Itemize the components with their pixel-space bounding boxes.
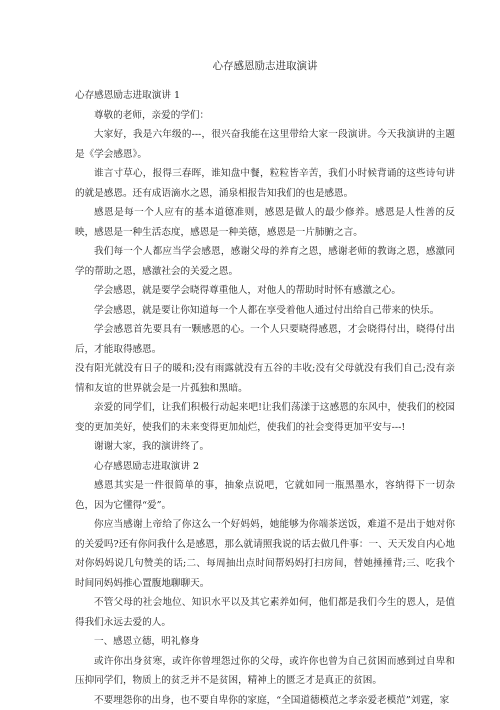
body-paragraph: 感恩是每一个人应有的基本道德准则，感恩是做人的最少修养。感恩是人性善的反映，感恩是一种生活态度，感恩是一种美德，感恩是一片肺腑之言。: [75, 203, 455, 242]
body-paragraph: 学会感恩首先要具有一颗感恩的心。一个人只要晓得感恩，才会晓得付出，晓得付出后，才能取得感恩。: [75, 320, 455, 359]
document-title: 心存感恩励志进取演讲: [75, 58, 455, 74]
body-paragraph: 尊敬的老师，亲爱的学们：: [75, 106, 455, 126]
body-paragraph: 亲爱的同学们，让我们积极行动起来吧!让我们荡漾于这感恩的东风中，使我们的校园变的更加美好，使我们的未来变得更加灿烂，使我们的社会变得更加平安与---!: [75, 398, 455, 437]
section-heading: 心存感恩励志进取演讲 1: [75, 86, 455, 106]
body-paragraph: 没有阳光就没有日子的暖和;没有雨露就没有五谷的丰收;没有父母就没有我们自己;没有亲情和友谊的世界就会是一片孤独和黑暗。: [75, 359, 455, 398]
body-paragraph: 学会感恩，就是要学会晓得尊重他人，对他人的帮助时时怀有感激之心。: [75, 281, 455, 301]
body-paragraph: 你应当感谢上帝给了你这么一个好妈妈，她能够为你端茶送饭，难道不是出于她对你的关爱吗?还有你问我什么是感恩，那么就请照我说的话去做几件事：一、天天发自内心地对你妈妈说几句赞美的话;二、每周抽出点时间帮妈妈打扫房间，替她捶捶背;三、吃我个时间同妈妈推心置腹地聊聊天。: [75, 515, 455, 593]
body-paragraph: 我们每一个人都应当学会感恩，感谢父母的养育之恩，感谢老师的教诲之恩，感激同学的帮助之恩，感激社会的关爱之恩。: [75, 242, 455, 281]
body-paragraph: 感恩其实是一件很简单的事，抽象点说吧，它就如同一瓶黑墨水，容纳得下一切杂色，因为它懂得“爱”。: [75, 476, 455, 515]
body-paragraph: 谢谢大家，我的演讲终了。: [75, 437, 455, 457]
body-paragraph: 学会感恩，就是要让你知道每一个人都在享受着他人通过付出给自己带来的快乐。: [75, 301, 455, 321]
body-paragraph: 不管父母的社会地位、知识水平以及其它素养如何，他们都是我们今生的恩人，是值得我们永远去爱的人。: [75, 593, 455, 632]
body-paragraph: 一、感恩立德，明礼修身: [75, 632, 455, 652]
body-paragraph: 大家好，我是六年级的---，很兴奋我能在这里带给大家一段演讲。今天我演讲的主题是《学会感恩》。: [75, 125, 455, 164]
section-heading: 心存感恩励志进取演讲 2: [75, 457, 455, 477]
body-paragraph: 不要埋怨你的出身，也不要自卑你的家庭，“全国道德模范之孝亲爱老模范”刘霆，家: [75, 691, 455, 710]
document-body: [75, 86, 455, 710]
body-paragraph: 或许你出身贫寒，或许你曾埋怨过你的父母，或许你也曾为自己贫困而感到过自卑和压抑同学们，物质上的贫乏并不是贫困，精神上的匮乏才是真正的贫困。: [75, 652, 455, 691]
body-paragraph: 谁言寸草心，报得三春晖，谁知盘中餐，粒粒皆辛苦，我们小时候背诵的这些诗句讲的就是感恩。还有成语滴水之恩，涌泉相报告知我们的也是感恩。: [75, 164, 455, 203]
